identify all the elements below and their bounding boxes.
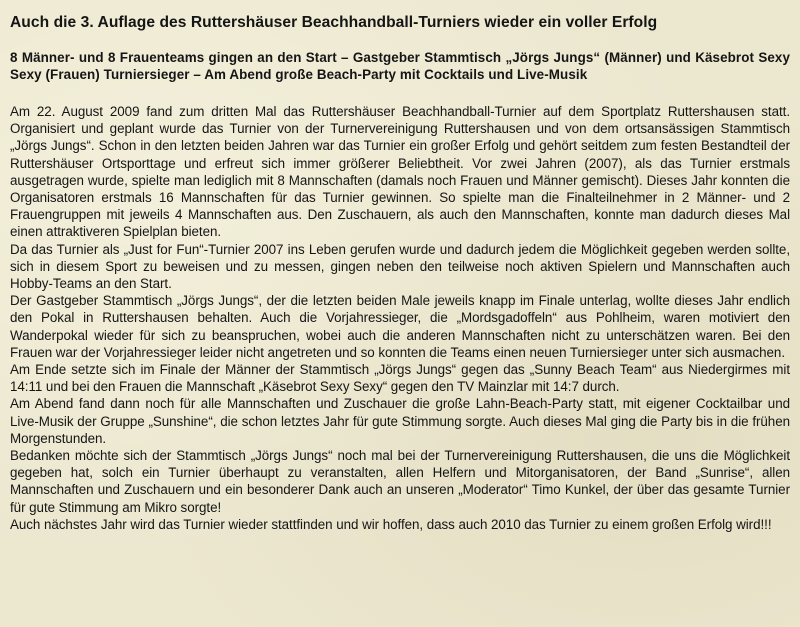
paragraph-beach-party: Am Abend fand dann noch für alle Mannschaften und Zuschauer die große Lahn-Beach-Party statt, mit eigener Cocktailbar und Live-Musik der Gruppe „Sunshine“, die schon letztes Jahr für gute Stimmung sorgte. Auch dieses Mal ging die Party bis in die frühen Morgenstunden.: [10, 396, 790, 446]
article-body: [10, 103, 790, 533]
paragraph-just-for-fun: Da das Turnier als „Just for Fun“-Turnier 2007 ins Leben gerufen wurde und dadurch jedem die Möglichkeit gegeben werden sollte, sich in diesem Sport zu beweisen und zu messen, gingen neben den teilweise noch aktiven Spielern und Mannschaften auch Hobby-Teams an den Start.: [10, 241, 790, 292]
paragraph-host-team: Der Gastgeber Stammtisch „Jörgs Jungs“, der die letzten beiden Male jeweils knapp im Finale unterlag, wollte dieses Jahr endlich den Pokal in Ruttershausen behalten. Auch die Vorjahressieger, die „Mordsgadoffeln“ aus Pohlheim, waren motiviert den Wanderpokal wieder für sich zu beanspruchen, wobei auch die anderen Mannschaften nicht zu unterschätzen waren. Bei den Frauen war der Vorjahressieger leider nicht angetreten und so konnten die Teams einen neuen Turniersieger unter sich ausmachen.: [10, 293, 790, 360]
article-subheadline: 8 Männer- und 8 Frauenteams gingen an den Start – Gastgeber Stammtisch „Jörgs Jungs“ (Männer) und Käsebrot Sexy Sexy (Frauen) Turniersieger – Am Abend große Beach-Party mit Cocktails und Live-Musik: [10, 50, 790, 82]
article-headline: Auch die 3. Auflage des Ruttershäuser Beachhandball-Turniers wieder ein voller Erfolg: [10, 14, 658, 31]
paragraph-outlook: Auch nächstes Jahr wird das Turnier wieder stattfinden und wir hoffen, dass auch 2010 das Turnier zu einem großen Erfolg wird!!!: [10, 516, 772, 532]
paragraph-finals: Am Ende setzte sich im Finale der Männer der Stammtisch „Jörgs Jungs“ gegen das „Sunny Beach Team“ aus Niedergirmes mit 14:11 und bei den Frauen die Mannschaft „Käsebrot Sexy Sexy“ gegen den TV Mainzlar mit 14:7 durch.: [10, 362, 790, 395]
paragraph-thanks: Bedanken möchte sich der Stammtisch „Jörgs Jungs“ noch mal bei der Turnervereinigung Ruttershausen, die uns die Möglichkeit gegeben hat, solch ein Turnier überhaupt zu veranstalten, allen Helfern und Mitorganisatoren, der Band „Sunrise“, allen Mannschaften und Zuschauern und ein besonderer Dank auch an unseren „Moderator“ Timo Kunkel, der über das gesamte Turnier für gute Stimmung am Mikro sorgte!: [10, 448, 790, 515]
paragraph-intro: Am 22. August 2009 fand zum dritten Mal das Ruttershäuser Beachhandball-Turnier auf dem Sportplatz Ruttershausen statt. Organisiert und geplant wurde das Turnier von der Turnervereinigung Ruttershausen und von dem ortsansässigen Stammtisch „Jörgs Jungs“. Schon in den letzten beiden Jahren war das Turnier ein großer Erfolg und gehört seitdem zum festen Bestandteil der Ruttershäuser Ortsporttage und erfreut sich immer größerer Beliebtheit. Vor zwei Jahren (2007), als das Turnier erstmals ausgetragen wurde, spielte man lediglich mit 8 Mannschaften (damals noch Frauen und Männer gemischt). Dieses Jahr konnten die Organisatoren erstmals 16 Mannschaften für das Turnier gewinnen. So spielte man die Finalteilnehmer in 2 Männer- und 2 Frauengruppen mit jeweils 4 Mannschaften aus. Den Zuschauern, als auch den Mannschaften, konnte man dadurch dieses Mal einen attraktiveren Spielplan bieten.: [10, 104, 790, 240]
